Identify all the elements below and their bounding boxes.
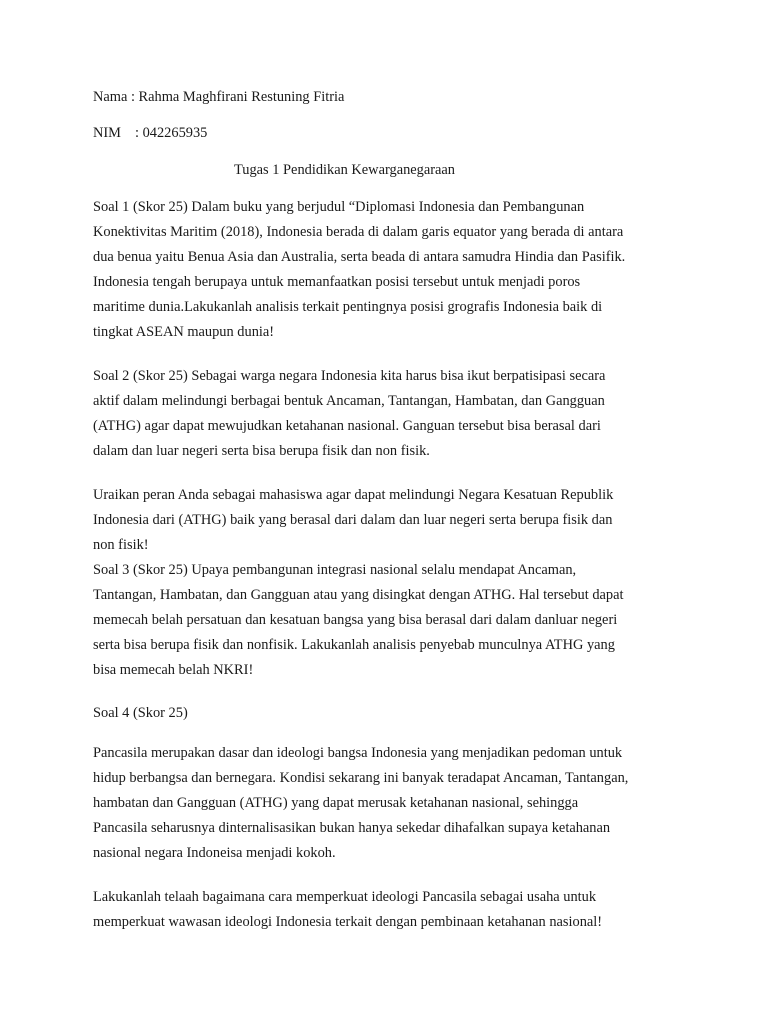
student-nim bbox=[93, 121, 207, 146]
paragraph-line: serta bisa berupa fisik dan nonfisik. Lakukanlah analisis penyebab munculnya ATHG yang bbox=[93, 637, 615, 653]
paragraph-line: dalam dan luar negeri serta bisa berupa fisik dan non fisik. bbox=[93, 443, 430, 459]
paragraph-line: hambatan dan Gangguan (ATHG) yang dapat merusak ketahanan nasional, sehingga bbox=[93, 795, 579, 811]
soal-4-task-paragraph bbox=[93, 885, 673, 935]
soal-4-heading: Soal 4 (Skor 25) bbox=[93, 705, 188, 721]
document-title: Tugas 1 Pendidikan Kewarganegaraan bbox=[234, 162, 456, 178]
paragraph-line: nasional negara Indoneisa menjadi kokoh. bbox=[93, 845, 336, 861]
paragraph-line: Pancasila seharusnya dinternalisasikan bukan hanya sekedar dihafalkan supaya ketahanan bbox=[93, 820, 611, 836]
paragraph-line: aktif dalam melindungi berbagai bentuk Ancaman, Tantangan, Hambatan, dan Gangguan bbox=[93, 393, 605, 409]
paragraph-line: Soal 1 (Skor 25) Dalam buku yang berjudul “Diplomasi Indonesia dan Pembangunan bbox=[93, 199, 585, 215]
nim-label: NIM bbox=[93, 125, 121, 141]
paragraph-line: hidup berbangsa dan bernegara. Kondisi sekarang ini banyak teradapat Ancaman, Tantangan, bbox=[93, 770, 629, 786]
student-name: Nama : Rahma Maghfirani Restuning Fitria bbox=[93, 89, 345, 105]
soal-2-task-and-soal-3-paragraph bbox=[93, 483, 673, 683]
paragraph-line: tingkat ASEAN maupun dunia! bbox=[93, 324, 275, 340]
paragraph-line: Tantangan, Hambatan, dan Gangguan atau yang disingkat dengan ATHG. Hal tersebut dapat bbox=[93, 587, 624, 603]
paragraph-line: memecah belah persatuan dan kesatuan bangsa yang bisa berasal dari dalam danluar negeri bbox=[93, 612, 618, 628]
soal-1-paragraph bbox=[93, 195, 673, 345]
paragraph-line: Soal 2 (Skor 25) Sebagai warga negara Indonesia kita harus bisa ikut berpatisipasi secara bbox=[93, 368, 606, 384]
paragraph-line: Indonesia dari (ATHG) baik yang berasal dari dalam dan luar negeri serta berupa fisik dan bbox=[93, 512, 613, 528]
paragraph-line: dua benua yaitu Benua Asia dan Australia, serta beada di antara samudra Hindia dan Pasifik. bbox=[93, 249, 626, 265]
paragraph-line: Lakukanlah telaah bagaimana cara memperkuat ideologi Pancasila sebagai usaha untuk bbox=[93, 889, 597, 905]
paragraph-line: Konektivitas Maritim (2018), Indonesia berada di dalam garis equator yang berada di antara bbox=[93, 224, 624, 240]
paragraph-line: Pancasila merupakan dasar dan ideologi bangsa Indonesia yang menjadikan pedoman untuk bbox=[93, 745, 623, 761]
paragraph-line: Indonesia tengah berupaya untuk memanfaatkan posisi tersebut untuk menjadi poros bbox=[93, 274, 581, 290]
soal-4-paragraph bbox=[93, 741, 673, 866]
paragraph-line: bisa memecah belah NKRI! bbox=[93, 662, 254, 678]
nim-value: : 042265935 bbox=[135, 125, 208, 141]
paragraph-line: non fisik! bbox=[93, 537, 149, 553]
paragraph-line: Soal 3 (Skor 25) Upaya pembangunan integrasi nasional selalu mendapat Ancaman, bbox=[93, 562, 577, 578]
paragraph-line: maritime dunia.Lakukanlah analisis terkait pentingnya posisi grografis Indonesia baik di bbox=[93, 299, 603, 315]
paragraph-line: Uraikan peran Anda sebagai mahasiswa agar dapat melindungi Negara Kesatuan Republik bbox=[93, 487, 614, 503]
paragraph-line: (ATHG) agar dapat mewujudkan ketahanan nasional. Ganguan tersebut bisa berasal dari bbox=[93, 418, 601, 434]
soal-2-paragraph bbox=[93, 364, 673, 464]
paragraph-line: memperkuat wawasan ideologi Indonesia terkait dengan pembinaan ketahanan nasional! bbox=[93, 914, 603, 930]
